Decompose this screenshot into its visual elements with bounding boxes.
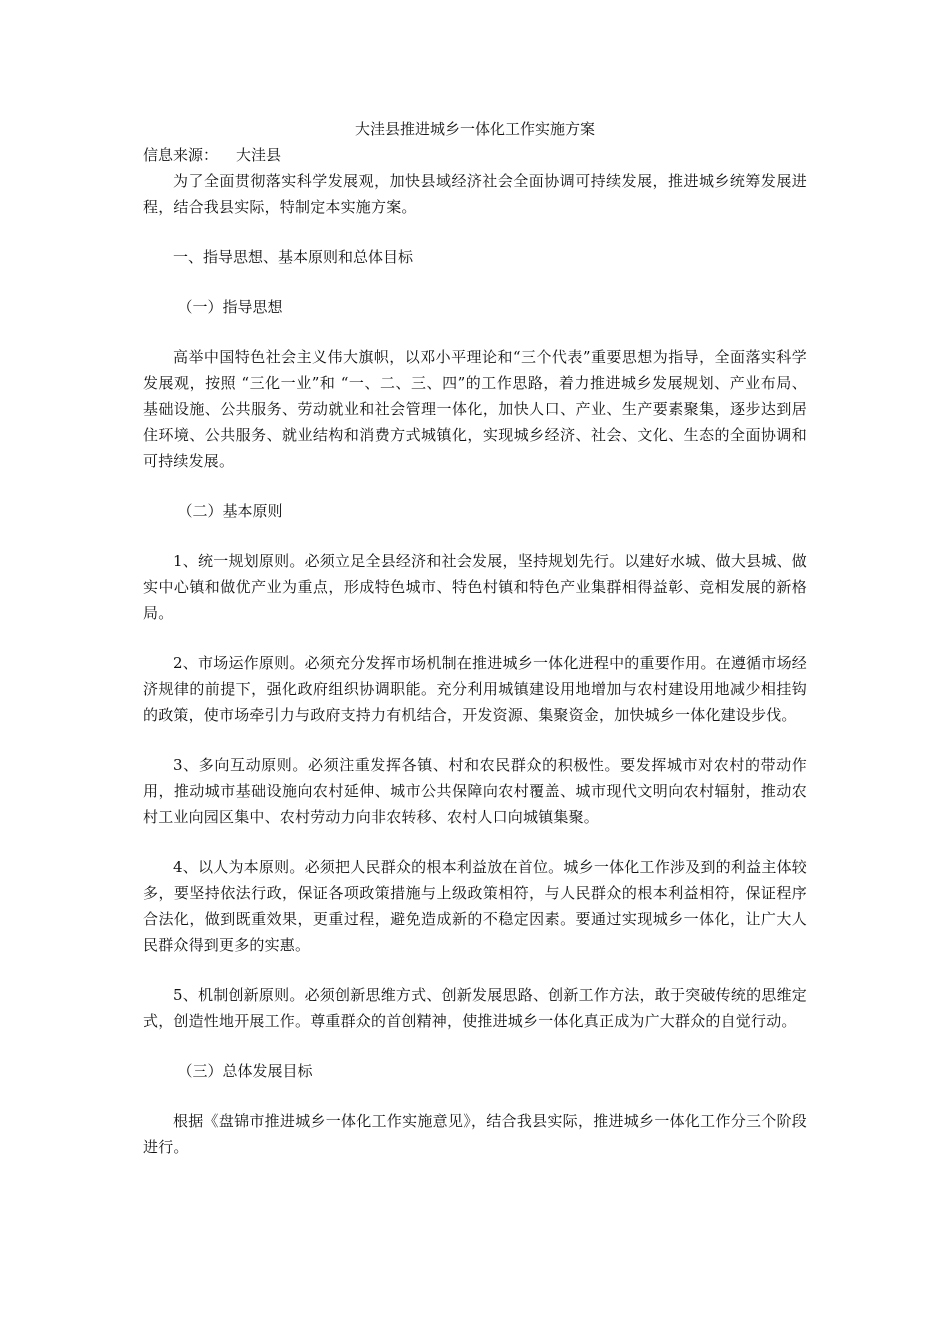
subsection-3-heading: （三）总体发展目标 xyxy=(177,1062,313,1080)
principle-paragraph: 3、多向互动原则。必须注重发挥各镇、村和农民群众的积极性。要发挥城市对农村的带动作用，推动城市基础设施向农村延伸、城市公共保障向农村覆盖、城市现代文明向农村辐射，推动农村工业向园区集中、农村劳动力向非农转移、农村人口向城镇集聚。 xyxy=(143,756,807,826)
intro-paragraph: 为了全面贯彻落实科学发展观，加快县域经济社会全面协调可持续发展，推进城乡统筹发展进程，结合我县实际，特制定本实施方案。 xyxy=(143,172,807,216)
subsection-1-heading: （一）指导思想 xyxy=(177,298,283,316)
source-label: 信息来源： xyxy=(143,146,219,164)
document-title: 大洼县推进城乡一体化工作实施方案 xyxy=(354,120,595,138)
section-1-heading: 一、指导思想、基本原则和总体目标 xyxy=(173,248,414,266)
principle-paragraph: 4、以人为本原则。必须把人民群众的根本利益放在首位。城乡一体化工作涉及到的利益主体较多，要坚持依法行政，保证各项政策措施与上级政策相符，与人民群众的根本利益相符，保证程序合法化，做到既重效果，更重过程，避免造成新的不稳定因素。要通过实现城乡一体化，让广大人民群众得到更多的实惠。 xyxy=(143,858,807,954)
document-page xyxy=(143,116,807,1160)
overall-goal-paragraph: 根据《盘锦市推进城乡一体化工作实施意见》，结合我县实际，推进城乡一体化工作分三个阶段进行。 xyxy=(143,1112,807,1156)
subsection-2-heading: （二）基本原则 xyxy=(177,502,283,520)
guiding-ideology-paragraph: 高举中国特色社会主义伟大旗帜，以邓小平理论和“三个代表”重要思想为指导，全面落实科学发展观，按照 “三化一业”和 “一、二、三、四”的工作思路，着力推进城乡发展规划、产业布局、基础设施、公共服务、劳动就业和社会管理一体化，加快人口、产业、生产要素聚集，逐步达到居住环境、公共服务、就业结构和消费方式城镇化，实现城乡经济、社会、文化、生态的全面协调和可持续发展。 xyxy=(143,348,807,470)
info-source xyxy=(143,142,807,168)
source-value: 大洼县 xyxy=(236,146,282,164)
principle-paragraph: 5、机制创新原则。必须创新思维方式、创新发展思路、创新工作方法，敢于突破传统的思维定式，创造性地开展工作。尊重群众的首创精神，使推进城乡一体化真正成为广大群众的自觉行动。 xyxy=(143,986,807,1030)
principle-paragraph: 1、统一规划原则。必须立足全县经济和社会发展，坚持规划先行。以建好水城、做大县城、做实中心镇和做优产业为重点，形成特色城市、特色村镇和特色产业集群相得益彰、竞相发展的新格局。 xyxy=(143,552,807,622)
principle-paragraph: 2、市场运作原则。必须充分发挥市场机制在推进城乡一体化进程中的重要作用。在遵循市场经济规律的前提下，强化政府组织协调职能。充分利用城镇建设用地增加与农村建设用地减少相挂钩的政策，使市场牵引力与政府支持力有机结合，开发资源、集聚资金，加快城乡一体化建设步伐。 xyxy=(143,654,807,724)
